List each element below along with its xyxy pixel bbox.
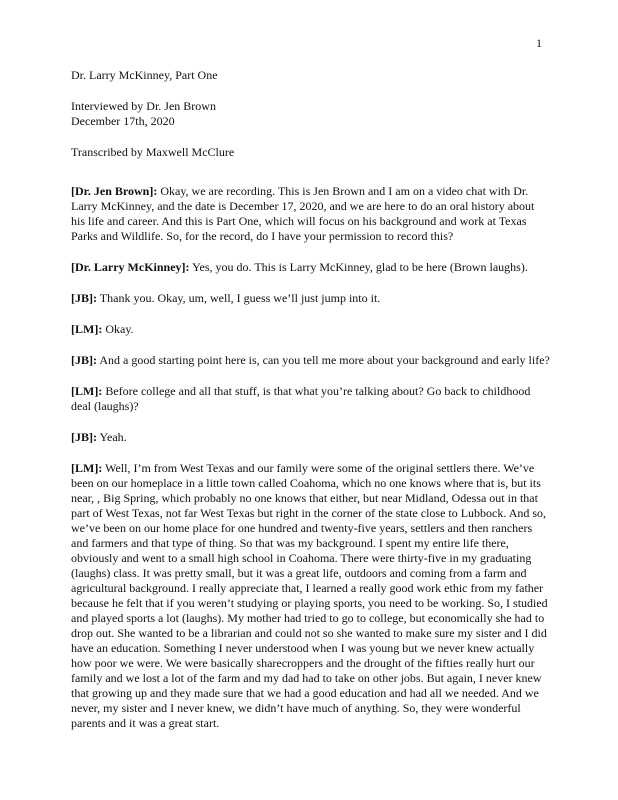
turn-text: Yes, you do. This is Larry McKinney, glad to be here (Brown laughs). <box>189 260 528 274</box>
transcript-turn <box>71 184 551 244</box>
turn-text: Okay. <box>102 322 134 336</box>
document-body <box>71 68 551 747</box>
transcript-turn <box>71 291 551 306</box>
speaker-label: [JB]: <box>71 430 97 444</box>
turn-text: Before college and all that stuff, is that what you’re talking about? Go back to childhood deal (laughs)? <box>71 384 531 413</box>
document-title: Dr. Larry McKinney, Part One <box>71 68 218 82</box>
transcript-turn <box>71 260 551 275</box>
page-number: 1 <box>536 36 542 50</box>
speaker-label: [LM]: <box>71 384 103 398</box>
transcriber-line: Transcribed by Maxwell McClure <box>71 145 235 159</box>
transcript-turn <box>71 322 551 337</box>
speaker-label: [LM]: <box>71 322 103 336</box>
turn-text: Yeah. <box>97 430 127 444</box>
transcript-turn <box>71 461 551 731</box>
transcript-turn <box>71 353 551 368</box>
speaker-label: [JB]: <box>71 353 97 367</box>
turn-text: Well, I’m from West Texas and our family were some of the original settlers there. We’ve been on our homeplace in a little town called Coahoma, which no one knows where that is, but its near, , Big Spring, which probably no one knows that either, but near Midland, Odessa out in that part of West Texas, not far West Texas but right in the corner of the state close to Lubbock. And so, we’ve been on our home place for one hundred and twenty-five years, settlers and then ranchers and farmers and that type of thing. So that was my background. I spent my entire life there, obviously and went to a small high school in Coahoma. There were thirty-five in my graduating (laughs) class. It was pretty small, but it was a great life, outdoors and coming from a farm and agricultural background. I really appreciate that, I learned a really good work ethic from my father because he felt that if you weren’t studying or playing sports, you need to be working. So, I studied and played sports a lot (laughs). My mother had tried to go to college, but economically she had to drop out. She wanted to be a librarian and could not so she wanted to make sure my sister and I did have an education. Something I never understood when I was young but we never knew actually how poor we were. We were basically sharecroppers and the drought of the fifties really hurt our family and we lost a lot of the farm and my dad had to take on other jobs. But again, I never knew that growing up and they made sure that we had a good education and had all we needed. And we never, my sister and I never knew, we didn’t have much of anything. So, they were wonderful parents and it was a great start. <box>71 461 548 730</box>
turn-text: Thank you. Okay, um, well, I guess we’ll just jump into it. <box>97 291 381 305</box>
turn-text: Okay, we are recording. This is Jen Brown and I am on a video chat with Dr. Larry McKinney, and the date is December 17, 2020, and we are here to do an oral history about his life and career. And this is Part One, which will focus on his background and work at Texas Parks and Wildlife. So, for the record, do I have your permission to record this? <box>71 184 535 243</box>
speaker-label: [Dr. Larry McKinney]: <box>71 260 190 274</box>
speaker-label: [LM]: <box>71 461 103 475</box>
transcript-turn <box>71 430 551 445</box>
interview-info <box>71 99 551 129</box>
transcript-turn <box>71 384 551 414</box>
speaker-label: [Dr. Jen Brown]: <box>71 184 158 198</box>
speaker-label: [JB]: <box>71 291 97 305</box>
turn-text: And a good starting point here is, can you tell me more about your background and early life? <box>97 353 550 367</box>
interview-date: December 17th, 2020 <box>71 114 175 128</box>
transcript <box>71 184 551 731</box>
interviewer-line: Interviewed by Dr. Jen Brown <box>71 99 216 113</box>
